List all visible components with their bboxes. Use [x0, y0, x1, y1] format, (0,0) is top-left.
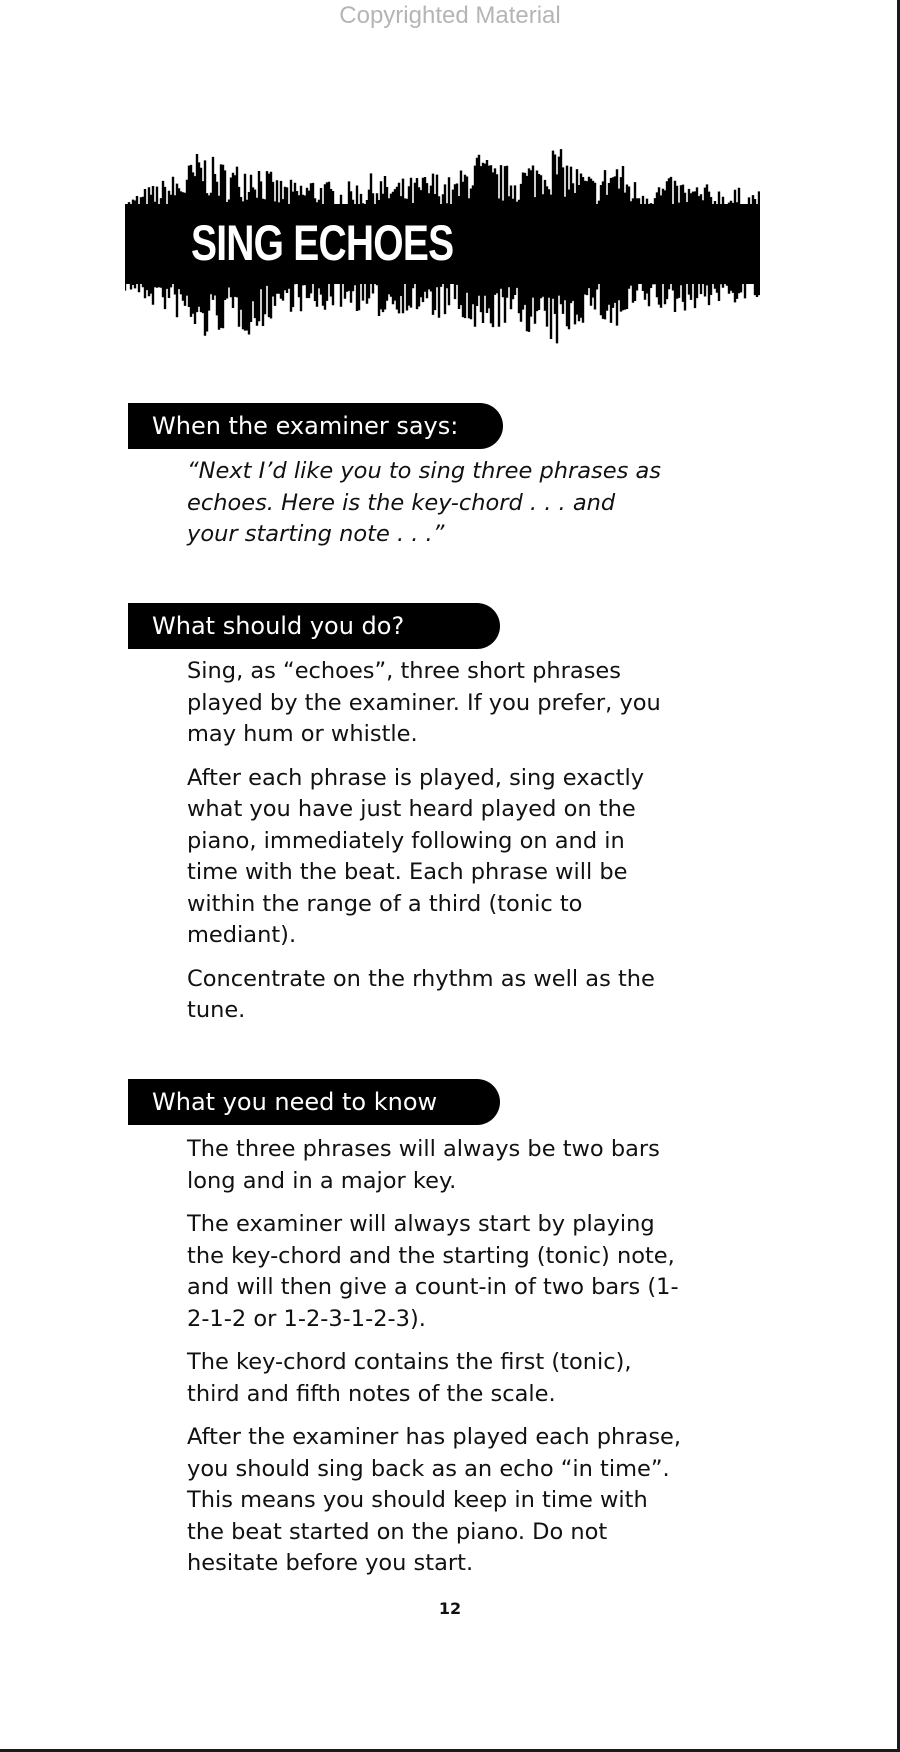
section-body-need-to-know [187, 1134, 687, 1592]
paragraph: Concentrate on the rhythm as well as the tune. [187, 965, 655, 1023]
paragraph: Sing, as “echoes”, three short phrases played by the examiner. If you prefer, you may hum or whistle. [187, 658, 661, 747]
section-label-what-to-do: What should you do? [128, 603, 500, 649]
section-label-need-to-know: What you need to know [128, 1079, 500, 1125]
paragraph: After the examiner has played each phrase, you should sing back as an echo “in time”. This means you should keep in time with the beat started on the piano. Do not hesitate before you start. [187, 1424, 682, 1576]
page-number: 12 [438, 1599, 462, 1618]
paragraph: The key-chord contains the first (tonic), third and fifth notes of the scale. [187, 1349, 632, 1407]
section-body-what-to-do [187, 656, 672, 1039]
paragraph: After each phrase is played, sing exactly what you have just heard played on the piano, immediately following on and in time with the beat. Each phrase will be within the range of a third (tonic to mediant). [187, 764, 645, 948]
quote-paragraph: “Next I’d like you to sing three phrases as echoes. Here is the key-chord . . . and your starting note . . .” [187, 458, 661, 547]
paragraph: The three phrases will always be two bars long and in a major key. [187, 1136, 660, 1194]
title-banner [125, 148, 760, 374]
section-label-examiner-says: When the examiner says: [128, 403, 503, 449]
section-body-examiner-says [187, 456, 667, 563]
page-title: SING ECHOES [191, 215, 454, 271]
watermark: Copyrighted Material [339, 2, 561, 29]
paragraph: The examiner will always start by playing the key-chord and the starting (tonic) note, and will then give a count-in of two bars (1-2-1-2 or 1-2-3-1-2-3). [187, 1211, 679, 1332]
